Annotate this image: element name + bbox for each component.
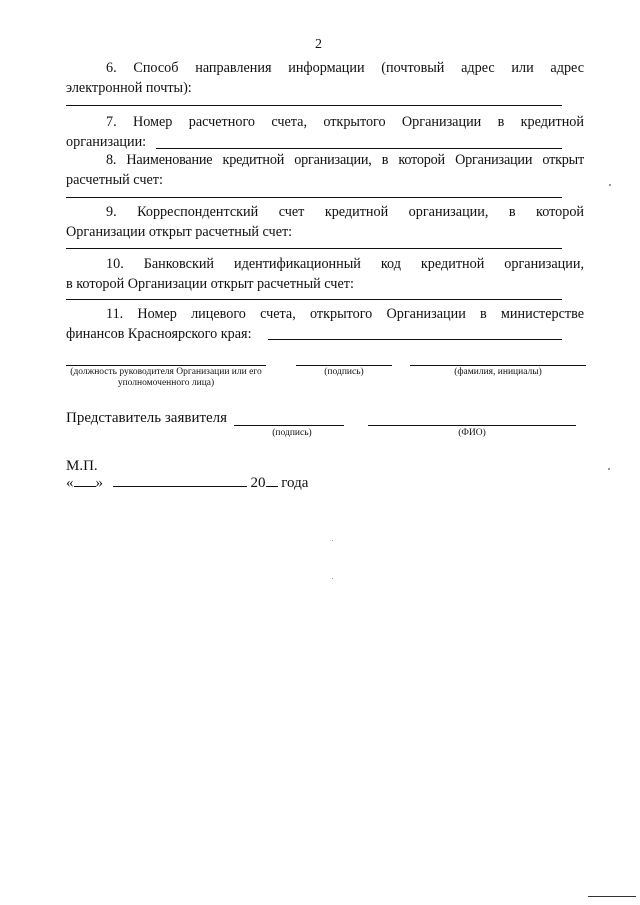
item-8-line2: расчетный счет: [66, 172, 163, 188]
position-line[interactable] [66, 365, 266, 366]
date-day-line[interactable] [74, 486, 96, 487]
position-caption: (должность руководителя Организации или его уполномоченного лица) [70, 367, 262, 388]
item-6-fill-line[interactable] [66, 105, 562, 106]
item-7-line1: 7. Номер расчетного счета, открытого Организации в кредитной [106, 114, 584, 130]
item-9-line1: 9. Корреспондентский счет кредитной организации, в которой [106, 204, 584, 220]
stamp-mp: М.П. [66, 458, 98, 474]
item-6-line2: электронной почты): [66, 80, 192, 96]
name-line[interactable] [410, 365, 586, 366]
item-8-fill-line[interactable] [66, 197, 562, 198]
scan-speck [332, 578, 333, 579]
item-10-line1: 10. Банковский идентификационный код кредитной организации, [106, 256, 584, 272]
scan-edge-line [588, 896, 636, 897]
date-year-prefix: 20 [250, 475, 266, 491]
signature-caption: (подпись) [324, 367, 364, 377]
item-7-line2: организации: [66, 134, 147, 150]
date-year-suffix: года [281, 475, 309, 491]
date-row [66, 475, 308, 492]
item-7-fill-line[interactable] [156, 148, 562, 149]
item-10-line2: в которой Организации открыт расчетный счет: [66, 276, 354, 292]
name-caption: (фамилия, инициалы) [454, 367, 542, 377]
scan-speck [332, 540, 333, 541]
item-9-line2: Организации открыт расчетный счет: [66, 224, 293, 240]
scan-speck [608, 468, 610, 470]
date-year-line[interactable] [266, 486, 278, 487]
item-6-line1: 6. Способ направления информации (почтовый адрес или адрес [106, 60, 584, 76]
item-8-line1: 8. Наименование кредитной организации, в которой Организации открыт [106, 152, 584, 168]
page-number: 2 [315, 37, 322, 52]
scan-speck [609, 184, 611, 186]
representative-signature-line[interactable] [234, 425, 344, 426]
item-7-line2-wrap [66, 132, 584, 152]
item-11-line1: 11. Номер лицевого счета, открытого Организации в министерстве [106, 306, 584, 322]
representative-fio-caption: (ФИО) [458, 428, 486, 438]
signature-line[interactable] [296, 365, 392, 366]
date-quote-open: « [66, 475, 74, 491]
item-9-fill-line[interactable] [66, 248, 562, 249]
item-10-fill-line[interactable] [66, 299, 562, 300]
date-quote-close: » [95, 475, 103, 491]
item-11-line2: финансов Красноярского края: [66, 326, 252, 342]
representative-signature-caption: (подпись) [272, 428, 312, 438]
date-month-line[interactable] [113, 486, 247, 487]
representative-label: Представитель заявителя [66, 410, 228, 426]
item-11-fill-line[interactable] [268, 339, 562, 340]
representative-fio-line[interactable] [368, 425, 576, 426]
